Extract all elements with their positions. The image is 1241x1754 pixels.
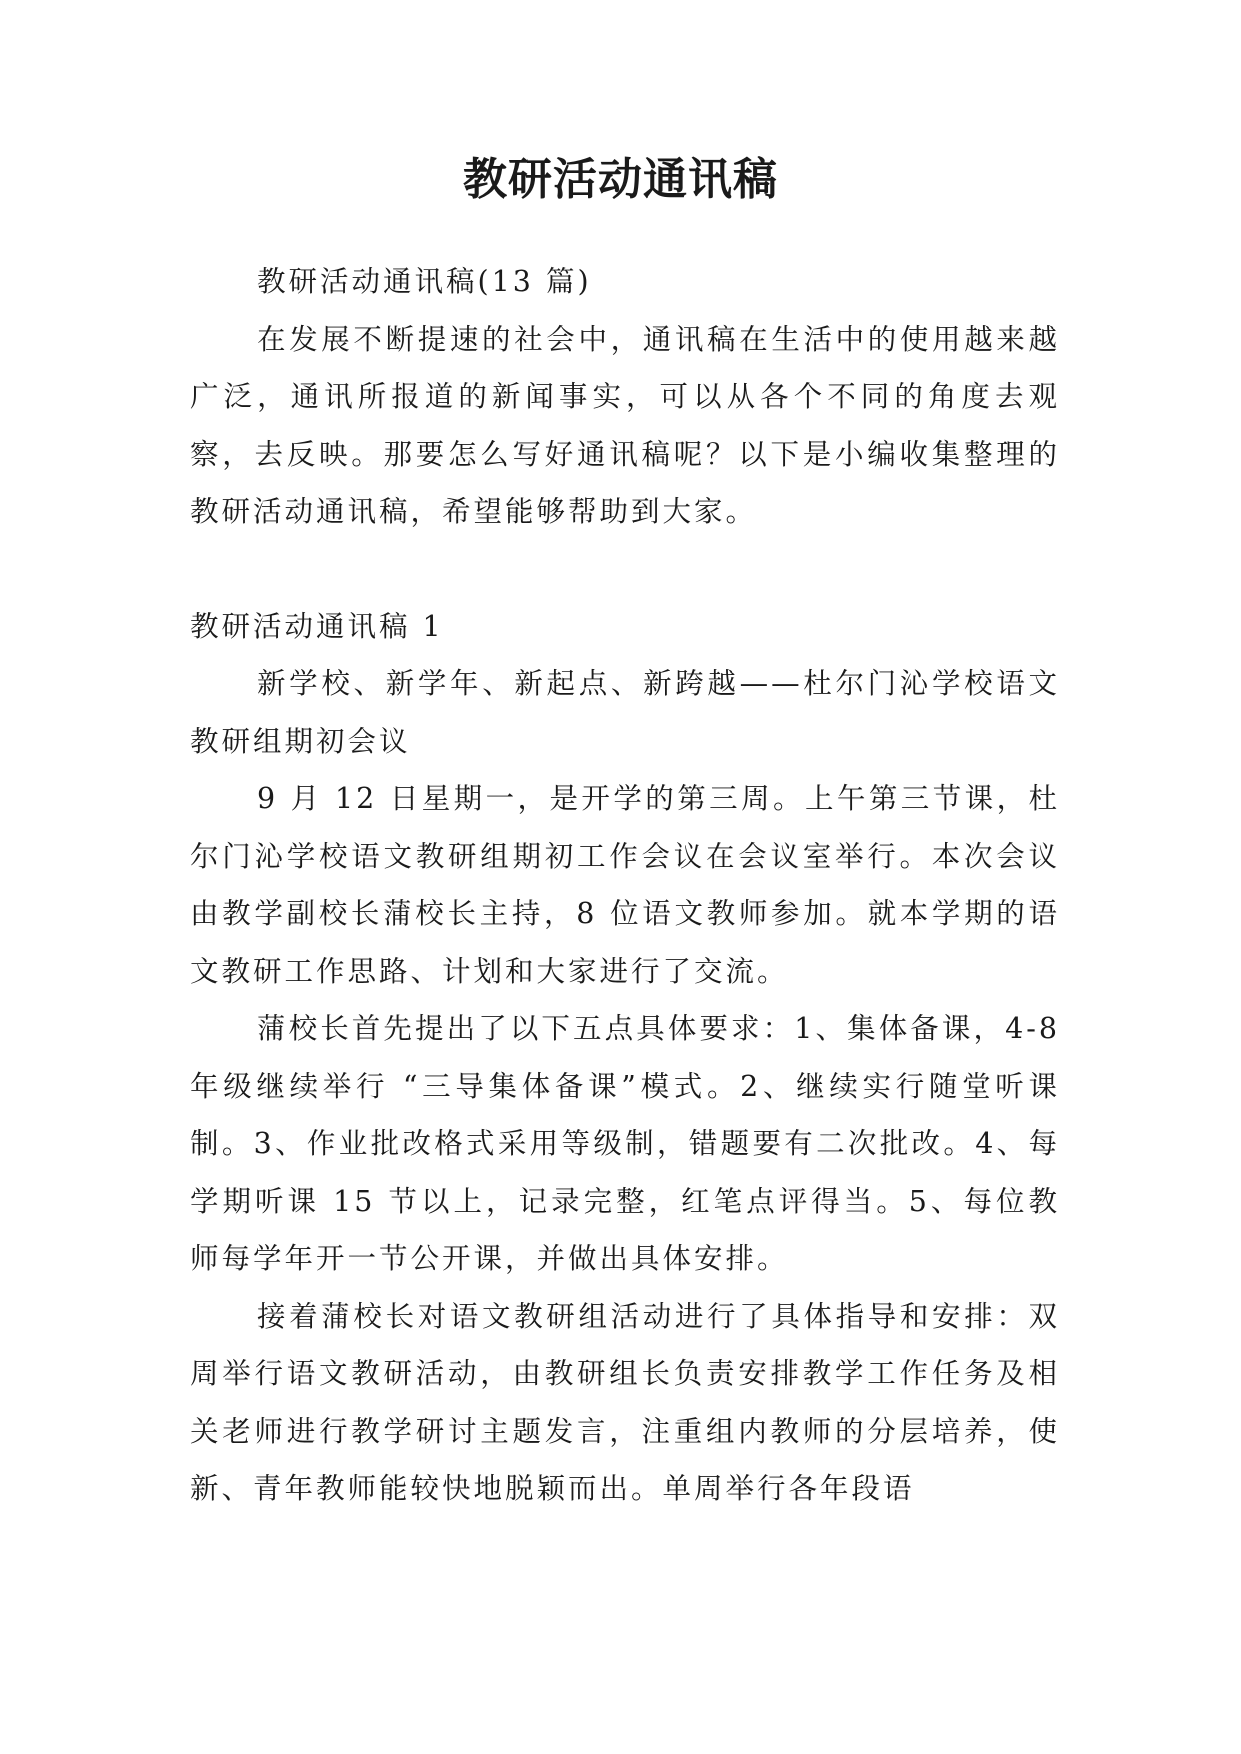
intro-subtitle: 教研活动通讯稿(13 篇) [257, 265, 592, 298]
section-paragraph: 9 月 12 日星期一，是开学的第三周。上午第三节课，杜尔门沁学校语文教研组期初工作会议在会议室举行。本次会议由教学副校长蒲校长主持，8 位语文教师参加。就本学期的语文教研工作思路、计划和大家进行了交流。 [190, 782, 1060, 988]
intro-paragraph: 在发展不断提速的社会中，通讯稿在生活中的使用越来越广泛，通讯所报道的新闻事实，可以从各个不同的角度去观察，去反映。那要怎么写好通讯稿呢？以下是小编收集整理的教研活动通讯稿，希望能够帮助到大家。 [190, 322, 1060, 528]
section-subtitle: 新学校、新学年、新起点、新跨越——杜尔门沁学校语文教研组期初会议 [190, 667, 1060, 758]
document-body [190, 253, 1060, 1518]
section-paragraph: 蒲校长首先提出了以下五点具体要求：1、集体备课，4-8 年级继续举行 “三导集体备课”模式。2、继续实行随堂听课制。3、作业批改格式采用等级制，错题要有二次批改。4、每学期听课 15 节以上，记录完整，红笔点评得当。5、每位教师每学年开一节公开课，并做出具体安排。 [190, 1012, 1060, 1275]
section-heading: 教研活动通讯稿 1 [190, 609, 444, 643]
document-title: 教研活动通讯稿 [463, 154, 778, 205]
section-paragraph: 接着蒲校长对语文教研组活动进行了具体指导和安排：双周举行语文教研活动，由教研组长负责安排教学工作任务及相关老师进行教学研讨主题发言，注重组内教师的分层培养，使新、青年教师能较快地脱颖而出。单周举行各年段语 [190, 1299, 1060, 1505]
